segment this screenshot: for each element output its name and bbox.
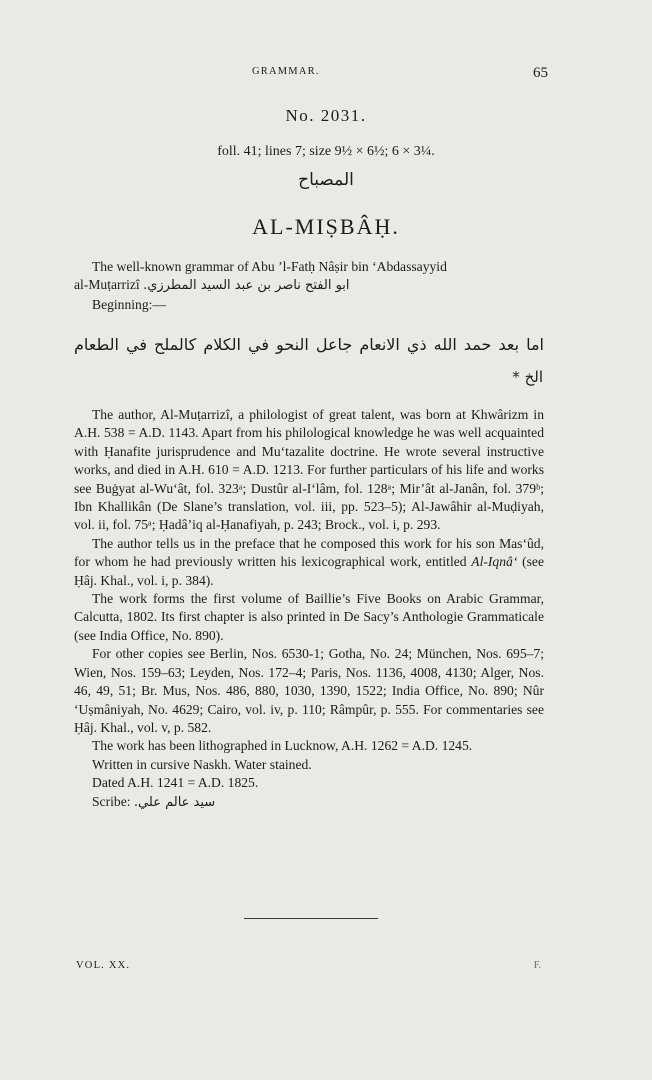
paragraph-preface: The author tells us in the preface that he composed this work for his son Mas‘ûd, for whom he had previously written his lexicographical work, entitled Al-Iqnâ‘ (see Ḥâj. Khal., vol. i, p. 384).: [74, 535, 544, 588]
closing-rule: [244, 918, 378, 919]
incipit-line-2: الخ *: [512, 368, 543, 386]
entry-number: No. 2031.: [285, 106, 367, 125]
printer-signature: F.: [533, 960, 541, 971]
intro-block: [74, 258, 544, 296]
running-head: [0, 66, 652, 86]
scribe-name-arabic: سيد عالم علي.: [133, 794, 216, 810]
paragraph-scribe: Scribe: سيد عالم علي.: [92, 793, 216, 810]
running-title: GRAMMAR.: [252, 66, 320, 77]
work-title-iqna: Al-Iqnâ‘: [471, 554, 518, 570]
paragraph-dated: Dated A.H. 1241 = A.D. 1825.: [92, 775, 259, 791]
paragraph-other-copies: For other copies see Berlin, Nos. 6530-1; Gotha, No. 24; München, Nos. 695–7; Wien, Nos. 159–63; Leyden, Nos. 172–4; Paris, Nos. 1136, 4008, 4130; Alger, Nos. 46, 49, 51; Br. Mus, Nos. 486, 880, 1030, 1390, 1522; India Office, No. 890; Nûr ‘Uṣmâniyah, No. 4629; Cairo, vol. iv, p. 110; Râmpûr, p. 555. For commentaries see Ḥâj. Khal., vol. v, p. 582.: [74, 646, 544, 735]
latin-title: AL-MIṢBÂḤ.: [252, 214, 400, 239]
description-block: [74, 406, 544, 812]
paragraph-lithograph: The work has been lithographed in Lucknow, A.H. 1262 = A.D. 1245.: [92, 738, 473, 754]
collation-line: foll. 41; lines 7; size 9½ × 6½; 6 × 3¼.: [217, 144, 435, 159]
footer: [0, 960, 652, 976]
beginning-label: Beginning:—: [92, 297, 167, 312]
arabic-title: المصباح: [298, 170, 354, 190]
intro-line-2: al-Muṭarrizî ابو الفتح ناصر بن عبد السيد المطرزي.: [74, 277, 350, 294]
paragraph-baillie: The work forms the first volume of Baillie’s Five Books on Arabic Grammar, Calcutta, 1802. Its first chapter is also printed in De Sacy’s Anthologie Grammaticale (see India Office, No. 890).: [74, 591, 544, 643]
arabic-author-name: ابو الفتح ناصر بن عبد السيد المطرزي.: [143, 278, 350, 294]
paragraph-author: The author, Al-Muṭarrizî, a philologist of great talent, was born at Khwârizm in A.H. 538 = A.D. 1143. Apart from his philological knowledge he was well acquainted with Ḥanafite jurisprudence and Mu‘tazalite doctrine. He wrote several instructive works, and died in A.H. 610 = A.D. 1213. For further particulars of his life and works see Buġyat al-Wu‘ât, fol. 323ᵃ; Dustûr al-I‘lâm, fol. 128ᵃ; Mir’ât al-Janân, fol. 379ᵇ; Ibn Khallikân (De Slane’s translation, vol. iii, pp. 523–5); Al-Jawâhir al-Muḍiyah, vol. ii, fol. 75ᵃ; Ḥadâ’iq al-Ḥanafiyah, p. 243; Brock., vol. i, p. 293.: [74, 407, 544, 533]
paragraph-script: Written in cursive Naskh. Water stained.: [92, 756, 312, 772]
page-number: 65: [533, 65, 548, 81]
intro-line-1: The well-known grammar of Abu ’l-Fatḥ Nâṣir bin ‘Abdassayyid: [92, 259, 447, 274]
incipit-line-1: اما بعد حمد الله ذي الانعام جاعل النحو في الكلام كالملح في الطعام: [74, 335, 544, 354]
volume-signature: VOL. XX.: [76, 960, 131, 971]
